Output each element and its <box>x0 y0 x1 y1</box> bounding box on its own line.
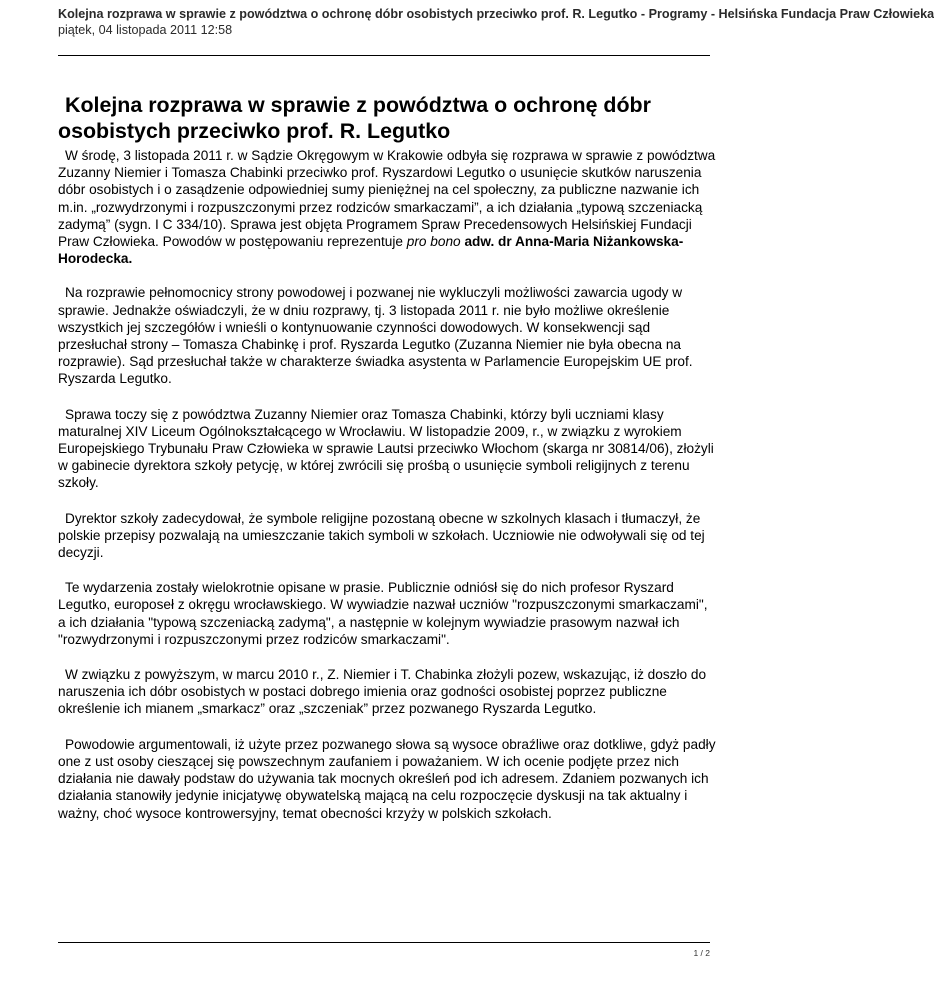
pro-bono-italic: pro bono <box>406 234 461 250</box>
paragraph-5: Te wydarzenia zostały wielokrotnie opisane w prasie. Publicznie odniósł się do nich profesor Ryszard Legutko, europoseł z okręgu wrocławskiego. W wywiadzie nazwał uczniów "rozpuszczonymi smarkaczami", a ich działania "typową szczeniacką zadymą", a następnie w kolejnym wywiadzie prasowym nazwał ich "rozwydrzonymi i rozpuszczonymi przez rodziców smarkaczami". <box>58 580 708 647</box>
paragraph-1-text: W środę, 3 listopada 2011 r. w Sądzie Okręgowym w Krakowie odbyła się rozprawa w sprawie z powództwa Zuzanny Niemier i Tomasza Chabinki przeciwko prof. Ryszardowi Legutko o usunięcie skutków naruszenia dóbr osobistych i o zasądzenie odpowiedniej sumy pieniężnej na cel społeczny, za publiczne nazwanie ich m.in. „rozwydrzonymi i rozpuszczonymi przez rodziców smarkaczami”, a ich działania „typową szczeniacką zadymą” (sygn. I C 334/10). Sprawa jest objęta Programem Spraw Precedensowych Helsińskiej Fundacji Praw Człowieka. Powodów w postępowaniu reprezentuje <box>58 148 716 250</box>
paragraph-4: Dyrektor szkoły zadecydował, że symbole religijne pozostaną obecne w szkolnych klasach i tłumaczył, że polskie przepisy pozwalają na umieszczanie takich symboli w szkołach. Uczniowie nie odwoływali się od tej decyzji. <box>58 510 705 561</box>
header-divider <box>58 55 710 56</box>
paragraph-3: Sprawa toczy się z powództwa Zuzanny Niemier oraz Tomasza Chabinki, którzy byli uczniami klasy maturalnej XIV Liceum Ogólnokształcącego w Wrocławiu. W listopadzie 2009, r., w związku z wyrokiem Europejskiego Trybunału Praw Człowieka w sprawie Lautsi przeciwko Włochom (skarga nr 30814/06), złożyli w gabinecie dyrektora szkoły petycję, w której zwrócili się prośbą o usunięcie symboli religijnych z terenu szkoły. <box>58 406 714 491</box>
paragraph-2: Na rozprawie pełnomocnicy strony powodowej i pozwanej nie wykluczyli możliwości zawarcia ugody w sprawie. Jednakże oświadczyli, że w dniu rozprawy, tj. 3 listopada 2011 r. nie było możliwe określenie wszystkich jej szczegółów i wnieśli o kontynuowanie czynności dowodowych. W konsekwencji sąd przesłuchał strony – Tomasza Chabinkę i prof. Ryszarda Legutko (Zuzanna Niemier nie była obecna na rozprawie). Sąd przesłuchał także w charakterze świadka asystenta w Parlamencie Europejskim UE prof. Ryszarda Legutko. <box>58 285 693 387</box>
article <box>58 92 716 840</box>
page-header <box>58 6 934 39</box>
header-title: Kolejna rozprawa w sprawie z powództwa o ochronę dóbr osobistych przeciwko prof. R. Legutko - Programy - Helsińska Fundacja Praw Człowieka <box>58 7 934 21</box>
paragraph-1 <box>58 147 716 267</box>
article-title: Kolejna rozprawa w sprawie z powództwa o ochronę dóbr osobistych przeciwko prof. R. Legutko <box>58 93 651 143</box>
header-date: piątek, 04 listopada 2011 12:58 <box>58 23 233 37</box>
paragraph-6: W związku z powyższym, w marcu 2010 r., Z. Niemier i T. Chabinka złożyli pozew, wskazując, iż doszło do naruszenia ich dóbr osobistych w postaci dobrego imienia oraz godności osobistej poprzez publiczne określenie ich mianem „smarkacz” oraz „szczeniak” przez pozwanego Ryszarda Legutko. <box>58 667 707 717</box>
footer-divider <box>58 942 710 943</box>
paragraph-7: Powodowie argumentowali, iż użyte przez pozwanego słowa są wysoce obraźliwe oraz dotkliwe, gdyż padły one z ust osoby cieszącej się powszechnym zaufaniem i poważaniem. W ich ocenie podjęte przez nich działania nie dawały podstaw do używania tak mocnych określeń pod ich adresem. Zdaniem pozwanych ich działania stanowiły jedynie inicjatywę obywatelską mającą na celu rozpoczęcie dyskusji na tak aktualny i ważny, choć wysoce kontrowersyjny, temat obecności krzyży w polskich szkołach. <box>58 736 716 821</box>
page-number: 1 / 2 <box>693 948 710 958</box>
attorney-name: adw. dr Anna-Maria Niżankowska-Horodecka. <box>58 234 684 267</box>
